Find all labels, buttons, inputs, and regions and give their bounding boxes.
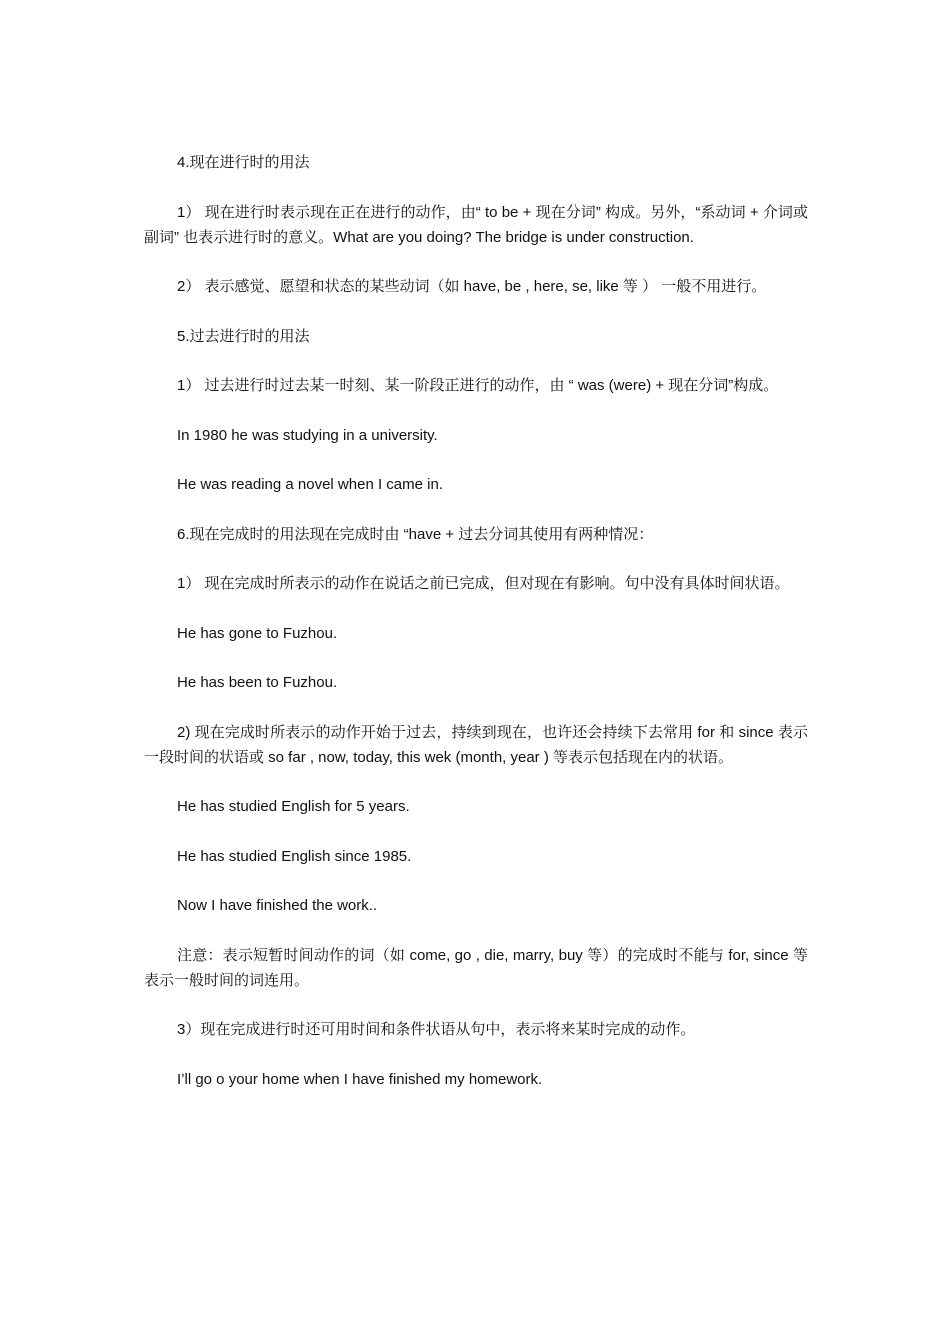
example-sentence: In 1980 he was studying in a university. [177, 426, 438, 444]
paragraph: 2） 表示感觉、愿望和状态的某些动词（如 have, be , here, se, like 等 ） 一般不用进行。 [177, 278, 767, 295]
section-heading-present-perfect: 6.现在完成时的用法现在完成时由 “have + 过去分词其使用有两种情况： [177, 525, 654, 543]
note-paragraph: 注意：表示短暂时间动作的词（如 come, go , die, marry, buy 等）的完成时不能与 for, since 等 表示一般时间的词连用。 [144, 946, 808, 989]
paragraph: 3）现在完成进行时还可用时间和条件状语从句中，表示将来某时完成的动作。 [177, 1021, 696, 1038]
paragraph: 1） 过去进行时过去某一时刻、某一阶段正进行的动作，由 “ was (were) + 现在分词”构成。 [177, 377, 779, 394]
paragraph: 1） 现在进行时表示现在正在进行的动作，由“ to be + 现在分词” 构成。另外，“系动词 + 介词或副词” 也表示进行时的意义。What are you doing? The bridge is under construction. [144, 203, 808, 246]
example-sentence: Now I have finished the work.. [177, 897, 378, 914]
example-sentence: He has studied English for 5 years. [177, 798, 410, 815]
example-sentence: He has been to Fuzhou. [177, 674, 338, 691]
section-heading-past-progressive: 5.过去进行时的用法 [177, 327, 310, 345]
paragraph: 1） 现在完成时所表示的动作在说话之前已完成，但对现在有影响。句中没有具体时间状语。 [177, 575, 790, 592]
example-sentence: He has studied English since 1985. [177, 847, 412, 865]
paragraph: 2) 现在完成时所表示的动作开始于过去，持续到现在，也许还会持续下去常用 for 和 since 表示一段时间的状语或 so far , now, today, this wek (month, year ) 等表示包括现在内的状语。 [144, 723, 808, 766]
section-heading-present-progressive: 4.现在进行时的用法 [177, 154, 310, 171]
example-sentence: I’ll go o your home when I have finished my homework. [177, 1070, 543, 1088]
example-sentence: He was reading a novel when I came in. [177, 476, 443, 493]
document-page [144, 150, 808, 1116]
example-sentence: He has gone to Fuzhou. [177, 624, 338, 642]
